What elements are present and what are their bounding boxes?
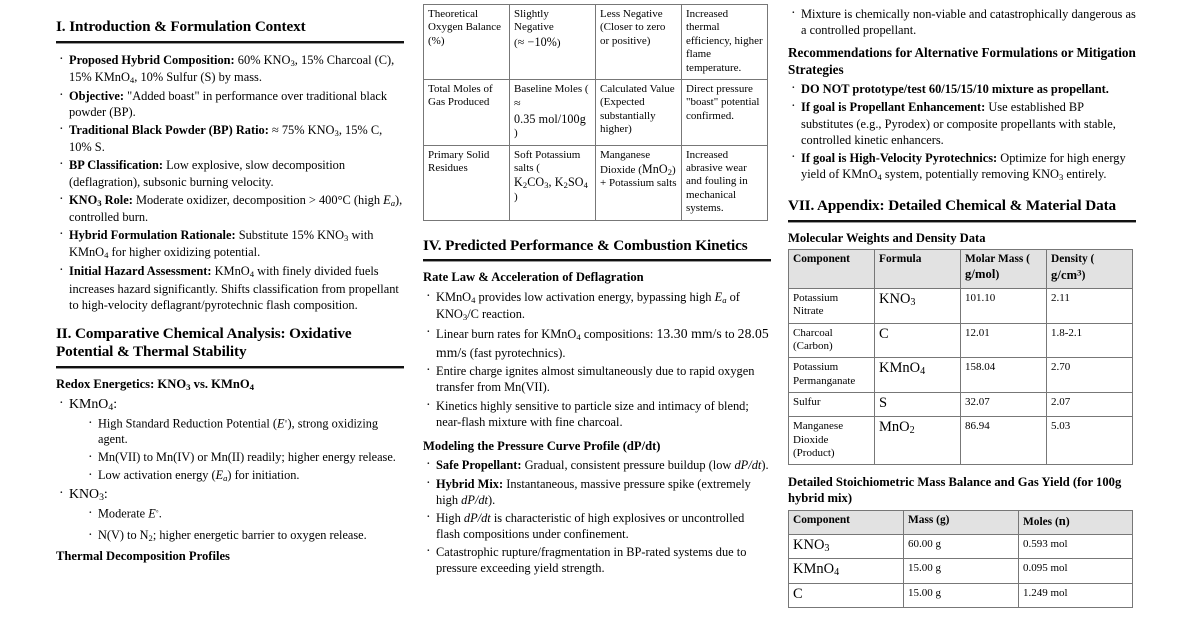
column-header: Mass (g) — [904, 510, 1019, 534]
table-cell: 15.00 g — [904, 583, 1019, 607]
section1-bullet-list — [56, 52, 404, 313]
bullet-text: KMnO$_4$ with finely divided fuels increases hazard significantly. Shifts classification from propellant to high-velocity deflagrant/pyrotechnic flash composition. — [69, 264, 399, 312]
subheading-thermal-decomposition: Thermal Decomposition Profiles — [56, 548, 230, 563]
table-cell: Manganese Dioxide (MnO$_2$) + Potassium salts — [596, 145, 682, 220]
list-item: · KMnO$_4$ provides low activation energy, bypassing high $E_a$ of $KNO_3/C$ reaction. — [423, 289, 771, 323]
list-item — [56, 227, 404, 261]
table-cell: 32.07 — [961, 393, 1047, 417]
bullet-label: BP Classification: — [69, 158, 163, 173]
table-cell: 0.593 mol — [1019, 534, 1133, 558]
list-item — [56, 192, 404, 225]
table-row — [789, 288, 1133, 323]
table-cell: Total Moles of Gas Produced — [424, 80, 510, 146]
table-cell: Charcoal (Carbon) — [789, 323, 875, 358]
list-item: · Kinetics highly sensitive to particle size and intimacy of blend; near-flash mixture with fine charcoal. — [423, 398, 771, 430]
table-cell: Potassium Permanganate — [789, 358, 875, 393]
table-cell: $KNO_3$ — [875, 288, 961, 323]
bullet-label: KMnO$_4$: — [69, 396, 118, 414]
table-cell: KMnO$_4$ — [789, 559, 904, 583]
list-item — [788, 81, 1136, 97]
list-item — [56, 157, 404, 189]
list-item — [56, 263, 404, 312]
bullet-label: $KNO_3$ Role: — [69, 192, 133, 208]
table-cell: 15.00 g — [904, 559, 1019, 583]
table-cell: MnO$_2$ — [875, 417, 961, 465]
bullet-text: 60% $KNO_3$, 15% Charcoal (C), 15% KMnO$_4$, 10% Sulfur (S) by mass. — [69, 52, 395, 85]
redox-list — [56, 396, 404, 544]
table-cell: Primary Solid Residues — [424, 145, 510, 220]
rate-law-list — [423, 289, 771, 430]
bullet-label: Initial Hazard Assessment: — [69, 264, 212, 279]
table-row — [424, 145, 768, 220]
table-cell: Sulfur — [789, 393, 875, 417]
table-row — [789, 417, 1133, 465]
bullet-text: Use established BP substitutes (e.g., Pyrodex) or composite propellants with stable, controlled kinetic enhancers. — [801, 100, 1116, 147]
list-item — [788, 99, 1136, 147]
table-cell: Soft Potassium salts ( $K_2CO_3$, $K_2SO_4$ ) — [510, 145, 596, 220]
table-row — [789, 559, 1133, 583]
bullet-label: Hybrid Formulation Rationale: — [69, 228, 236, 243]
bullet-text: Substitute 15% $KNO_3$ with KMnO$_4$ for higher oxidizing potential. — [69, 228, 374, 261]
list-item: · Mixture is chemically non-viable and catastrophically dangerous as a controlled propellant. — [788, 6, 1136, 38]
bullet-text: High dP/dt is characteristic of high explosives or uncontrolled flash compositions under confinement. — [436, 510, 745, 541]
table-cell: Direct pressure "boast" potential confirmed. — [682, 80, 768, 146]
list-item — [423, 510, 771, 542]
bullet-text: Low explosive, slow decomposition (deflagration), subsonic burning velocity. — [69, 158, 346, 189]
bullet-label: Proposed Hybrid Composition: — [69, 52, 235, 67]
table-cell: Manganese Dioxide (Product) — [789, 417, 875, 465]
list-item — [423, 457, 771, 473]
table-header-row — [789, 250, 1133, 288]
subheading-stoichiometric-balance: Detailed Stoichiometric Mass Balance and Gas Yield (for 100g hybrid mix) — [788, 475, 1122, 506]
left-column — [56, 0, 404, 626]
heading-rule — [788, 220, 1136, 223]
table-row — [789, 358, 1133, 393]
list-item — [56, 396, 404, 484]
table-cell: 86.94 — [961, 417, 1047, 465]
table-row — [424, 80, 768, 146]
bullet-label: $KNO_3$: — [69, 487, 108, 504]
list-item: · Linear burn rates for KMnO$_4$ compositions: 13.30 mm/s to 28.05 mm/s (fast pyrotechnics). — [423, 325, 771, 361]
table-row — [789, 323, 1133, 358]
table-cell: 60.00 g — [904, 534, 1019, 558]
right-column — [788, 0, 1136, 626]
column-header: Density ( $g/cm^3$) — [1047, 250, 1133, 288]
section-heading-2: II. Comparative Chemical Analysis: Oxidative Potential & Thermal Stability — [56, 324, 352, 361]
list-item — [423, 476, 771, 508]
lead-bullet-list — [788, 6, 1136, 38]
column-header: Molar Mass ( g/mol) — [961, 250, 1047, 288]
table-cell: S — [875, 393, 961, 417]
column-header: Moles (n) — [1019, 510, 1133, 534]
table-cell: Less Negative (Closer to zero or positive) — [596, 5, 682, 80]
bullet-label: If goal is Propellant Enhancement: — [801, 100, 986, 115]
molecular-weights-table — [788, 249, 1133, 465]
table-cell: 2.11 — [1047, 288, 1133, 323]
list-item — [788, 150, 1136, 183]
table-cell: C — [789, 583, 904, 607]
sublist — [85, 506, 404, 544]
table-cell: Slightly Negative (≈ −10%) — [510, 5, 596, 80]
table-row — [789, 393, 1133, 417]
section-heading-4: IV. Predicted Performance & Combustion Kinetics — [423, 236, 748, 254]
bullet-label: Traditional Black Powder (BP) Ratio: — [69, 123, 269, 138]
bullet-text: Moderate oxidizer, decomposition > 400°C (high $E_a$), controlled burn. — [69, 192, 403, 224]
subheading-recommendations: Recommendations for Alternative Formulations or Mitigation Strategies — [788, 45, 1136, 77]
section-heading-1: I. Introduction & Formulation Context — [56, 18, 306, 35]
list-item: · High Standard Reduction Potential (E◦), strong oxidizing agent. — [85, 416, 404, 449]
bullet-label: DO NOT prototype/test 60/15/15/10 mixture as propellant. — [801, 82, 1109, 97]
list-item — [56, 122, 404, 155]
column-header: Component — [789, 250, 875, 288]
bullet-label: Safe Propellant: — [436, 458, 522, 473]
subheading-molecular-weights: Molecular Weights and Density Data — [788, 230, 986, 245]
bullet-text: Gradual, consistent pressure buildup (low dP/dt). — [521, 458, 769, 473]
table-cell: 2.70 — [1047, 358, 1133, 393]
sublist — [85, 416, 404, 485]
list-item: · Moderate E◦. — [85, 506, 404, 523]
table-cell: 1.249 mol — [1019, 583, 1133, 607]
table-row — [789, 534, 1133, 558]
table-cell: 12.01 — [961, 323, 1047, 358]
subheading-pressure-curve: Modeling the Pressure Curve Profile (dP/dt) — [423, 438, 661, 453]
list-item: · Mn(VII) to Mn(IV) or Mn(II) readily; higher energy release. — [85, 450, 404, 466]
continued-comparison-table — [423, 4, 768, 221]
table-cell: KMnO$_4$ — [875, 358, 961, 393]
table-row — [424, 5, 768, 80]
bullet-text: Instantaneous, massive pressure spike (extremely high dP/dt). — [436, 476, 751, 507]
list-item — [56, 88, 404, 120]
table-cell: C — [875, 323, 961, 358]
middle-column — [423, 0, 771, 626]
table-cell: Potassium Nitrate — [789, 288, 875, 323]
column-header: Formula — [875, 250, 961, 288]
table-cell: 2.07 — [1047, 393, 1133, 417]
stoichiometric-table — [788, 510, 1133, 608]
pressure-curve-list — [423, 457, 771, 576]
list-item — [423, 544, 771, 576]
table-cell: 101.10 — [961, 288, 1047, 323]
heading-rule — [56, 366, 404, 369]
list-item — [56, 52, 404, 86]
bullet-text: ≈ 75% $KNO_3$, 15% C, 10% S. — [69, 123, 383, 155]
table-header-row — [789, 510, 1133, 534]
list-item: · Entire charge ignites almost simultaneously due to rapid oxygen transfer from Mn(VII). — [423, 363, 771, 395]
bullet-text: Optimize for high energy yield of KMnO$_4$ system, potentially removing $KNO_3$ entirely. — [801, 150, 1126, 182]
list-item: · N(V) to $N_2$; higher energetic barrier to oxygen release. — [85, 528, 404, 544]
table-cell: Calculated Value (Expected substantially higher) — [596, 80, 682, 146]
subheading-redox-energetics: Redox Energetics: $KNO_3$ vs. KMnO$_4$ — [56, 376, 255, 392]
list-item — [56, 486, 404, 543]
subheading-rate-law: Rate Law & Acceleration of Deflagration — [423, 270, 644, 285]
recommendations-list — [788, 81, 1136, 183]
table-cell: Baseline Moles ( ≈ 0.35 mol/100g ) — [510, 80, 596, 146]
table-cell: 0.095 mol — [1019, 559, 1133, 583]
list-item: · Low activation energy $(E_a)$ for initiation. — [85, 468, 404, 484]
bullet-label: Hybrid Mix: — [436, 476, 504, 491]
column-header: Component — [789, 510, 904, 534]
table-cell: 1.8-2.1 — [1047, 323, 1133, 358]
heading-rule — [56, 41, 404, 44]
bullet-label: If goal is High-Velocity Pyrotechnics: — [801, 150, 998, 165]
table-cell: 158.04 — [961, 358, 1047, 393]
bullet-text: Catastrophic rupture/fragmentation in BP-rated systems due to pressure exceeding yield strength. — [436, 545, 747, 576]
table-cell: $KNO_3$ — [789, 534, 904, 558]
table-cell: Increased abrasive wear and fouling in mechanical systems. — [682, 145, 768, 220]
table-cell: 5.03 — [1047, 417, 1133, 465]
heading-rule — [423, 259, 771, 262]
table-row — [789, 583, 1133, 607]
bullet-text: "Added boast" in performance over traditional black powder (BP). — [69, 88, 388, 120]
table-cell: Increased thermal efficiency, higher flame temperature. — [682, 5, 768, 80]
bullet-label: Objective: — [69, 88, 125, 103]
section-heading-7: VII. Appendix: Detailed Chemical & Material Data — [788, 197, 1117, 215]
table-cell: Theoretical Oxygen Balance (%) — [424, 5, 510, 80]
